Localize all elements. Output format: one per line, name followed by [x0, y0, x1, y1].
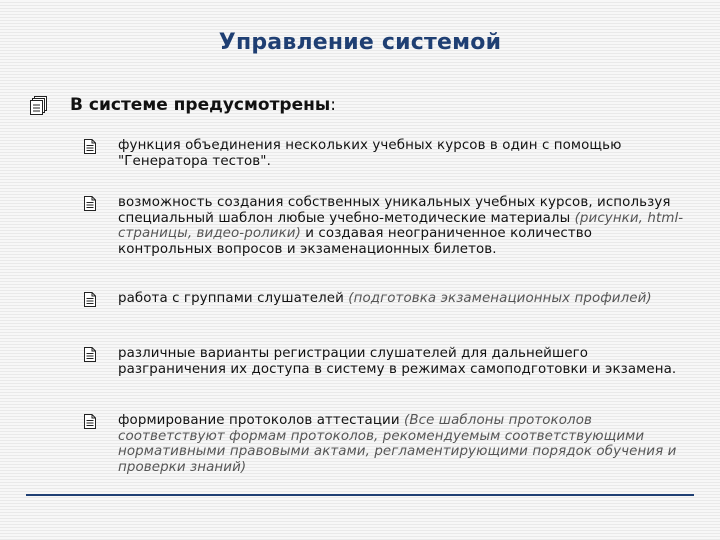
- document-icon: [84, 347, 96, 366]
- main-bullet-tail: :: [330, 95, 336, 115]
- document-icon: [84, 292, 96, 311]
- list-item-text: [118, 346, 684, 377]
- list-item-text: [118, 195, 684, 257]
- item-text-main: работа с группами слушателей: [118, 291, 349, 306]
- document-icon: [84, 196, 96, 215]
- main-bullet-text: [70, 94, 336, 116]
- document-icon: [84, 414, 96, 433]
- item-text-after: и создавая неограниченное количество контрольных вопросов и экзаменационных билетов.: [118, 226, 593, 257]
- main-bullet-bold: В системе предусмотрены: [70, 95, 331, 115]
- item-text-note: (Все шаблоны протоколов соответствуют формам протоколов, рекомендуемым соответствующими нормативными правовыми актами, регламентирующими порядок обучения и проверки знаний): [118, 413, 677, 475]
- bottom-divider: [26, 494, 694, 496]
- checklist-icon: [30, 96, 47, 119]
- list-item-text: [118, 291, 684, 307]
- item-text-main: формирование протоколов аттестации: [118, 413, 404, 428]
- list-item-text: [118, 413, 684, 475]
- list-item-text: [118, 138, 684, 169]
- document-icon: [84, 139, 96, 158]
- item-text-note: (подготовка экзаменационных профилей): [348, 291, 652, 306]
- item-text-main: функция объединения нескольких учебных курсов в один с помощью "Генератора тестов".: [118, 138, 622, 169]
- main-bullet: [30, 94, 690, 120]
- slide-title: Управление системой: [218, 30, 502, 55]
- item-text-main: различные варианты регистрации слушателей для дальнейшего разграничения их доступа в систему в режимах самоподготовки и экзамена.: [118, 346, 677, 377]
- item-text-main: возможность создания собственных уникальных учебных курсов, используя специальный шаблон любые учебно-методические материалы: [118, 195, 671, 226]
- item-text-note: (рисунки, html-страницы, видео-ролики): [118, 210, 684, 241]
